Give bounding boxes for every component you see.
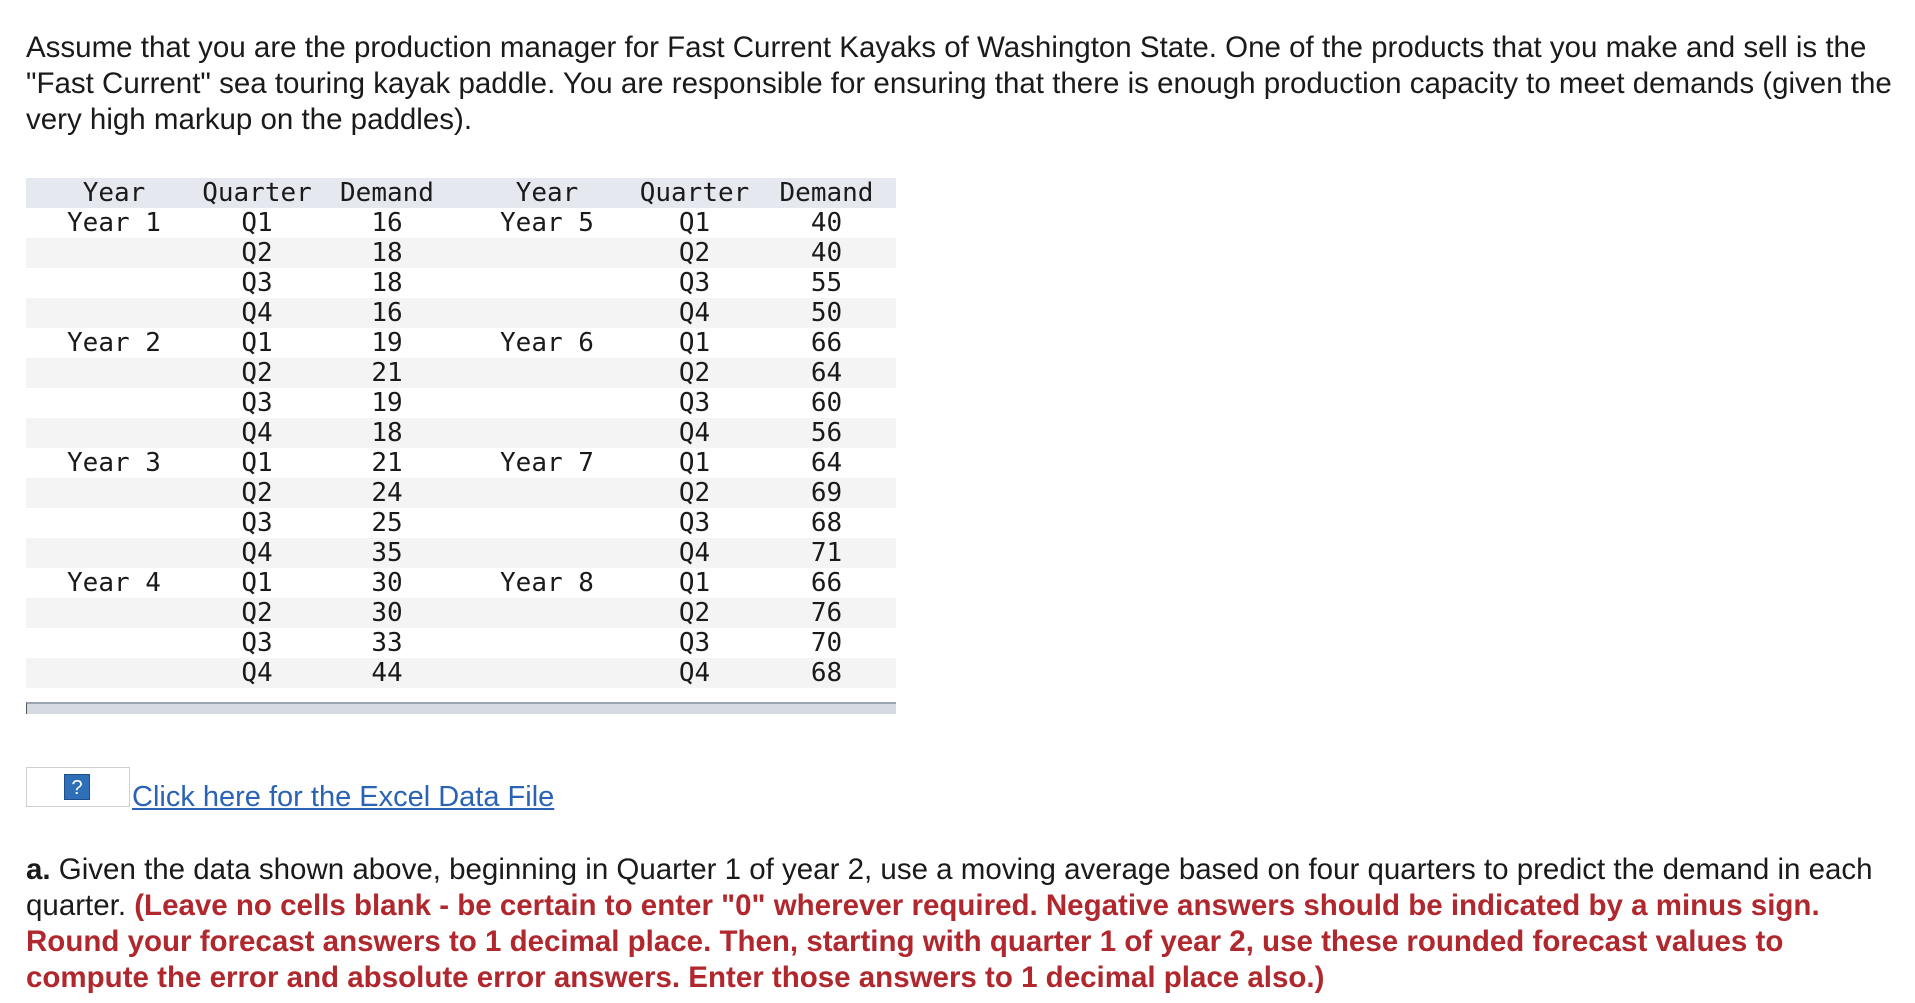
table-row — [26, 448, 896, 478]
cell-year-right — [462, 658, 632, 688]
table-row — [26, 268, 896, 298]
table-row — [26, 358, 896, 388]
cell-quarter-left: Q2 — [241, 478, 273, 508]
cell-year-right — [462, 268, 632, 298]
cell-year-left — [26, 298, 202, 328]
cell-year-right: Year 7 — [500, 448, 594, 478]
question-text: Given the data shown above, beginning in Quarter 1 of year 2, use a moving average based on four quarters to predict the demand in each quarter. — [26, 853, 1873, 922]
table-body — [26, 208, 896, 688]
cell-quarter-left: Q3 — [241, 508, 273, 538]
help-box[interactable] — [26, 767, 130, 807]
cell-year-left — [26, 238, 202, 268]
cell-year-left: Year 4 — [67, 568, 161, 598]
cell-quarter-right: Q4 — [678, 538, 711, 568]
cell-demand-left: 18 — [371, 268, 403, 298]
cell-year-right — [462, 628, 632, 658]
cell-year-left — [26, 358, 202, 388]
cell-demand-right: 66 — [810, 568, 843, 598]
cell-quarter-right: Q1 — [678, 328, 711, 358]
table-header-row — [26, 178, 896, 208]
cell-year-left — [26, 628, 202, 658]
header-quarter-left: Quarter — [202, 178, 312, 208]
cell-quarter-left: Q2 — [241, 598, 273, 628]
cell-quarter-right: Q1 — [678, 568, 711, 598]
cell-quarter-right: Q3 — [678, 268, 711, 298]
cell-quarter-left: Q1 — [241, 208, 273, 238]
cell-demand-right: 69 — [810, 478, 843, 508]
cell-year-right — [462, 388, 632, 418]
cell-year-left — [26, 418, 202, 448]
cell-demand-right: 66 — [810, 328, 843, 358]
table-row — [26, 478, 896, 508]
cell-year-right — [462, 478, 632, 508]
cell-year-left: Year 2 — [67, 328, 161, 358]
cell-year-left — [26, 538, 202, 568]
cell-demand-right: 40 — [810, 238, 843, 268]
table-footer-bar — [26, 702, 896, 714]
table-row — [26, 658, 896, 688]
cell-quarter-left: Q1 — [241, 568, 273, 598]
header-demand-left: Demand — [340, 178, 434, 208]
help-question-icon[interactable]: ? — [64, 774, 90, 800]
table-row — [26, 238, 896, 268]
intro-paragraph: Assume that you are the production manager for Fast Current Kayaks of Washington State. One of the products that you make and sell is the "Fast Current" sea touring kayak paddle. You are responsible for ensuring that there is enough production capacity to meet demands (given the very high markup on the paddles). — [26, 31, 1892, 136]
cell-demand-right: 56 — [810, 418, 843, 448]
cell-quarter-right: Q1 — [678, 208, 711, 238]
cell-quarter-right: Q1 — [678, 448, 711, 478]
cell-quarter-right: Q4 — [678, 658, 711, 688]
cell-demand-right: 64 — [810, 448, 843, 478]
cell-year-left — [26, 478, 202, 508]
table-row — [26, 418, 896, 448]
cell-quarter-right: Q2 — [678, 358, 711, 388]
cell-year-left: Year 3 — [67, 448, 161, 478]
cell-demand-left: 21 — [371, 448, 403, 478]
cell-quarter-right: Q3 — [678, 628, 711, 658]
table-row — [26, 508, 896, 538]
cell-quarter-right: Q4 — [678, 298, 711, 328]
cell-year-right — [462, 538, 632, 568]
header-year-left: Year — [82, 178, 146, 208]
cell-quarter-left: Q3 — [241, 268, 273, 298]
question-instructions: (Leave no cells blank - be certain to enter "0" wherever required. Negative answers should be indicated by a minus sign. Round your forecast answers to 1 decimal place. Then, starting with quarter 1 of year 2, use these rounded forecast values to compute the error and absolute error answers. Enter those answers to 1 decimal place also.) — [26, 889, 1820, 994]
question-a — [26, 852, 1906, 996]
table-row — [26, 598, 896, 628]
table-row — [26, 328, 896, 358]
cell-demand-right: 68 — [810, 508, 843, 538]
cell-year-left — [26, 658, 202, 688]
header-quarter-right: Quarter — [639, 178, 750, 208]
cell-year-left — [26, 598, 202, 628]
table-row — [26, 538, 896, 568]
cell-quarter-right: Q2 — [678, 598, 711, 628]
cell-quarter-left: Q1 — [241, 448, 273, 478]
cell-year-left: Year 1 — [67, 208, 161, 238]
cell-year-right — [462, 358, 632, 388]
cell-quarter-left: Q4 — [241, 538, 273, 568]
table-row — [26, 568, 896, 598]
cell-demand-left: 44 — [371, 658, 403, 688]
cell-demand-left: 16 — [371, 298, 403, 328]
cell-quarter-right: Q2 — [678, 238, 711, 268]
cell-demand-left: 19 — [371, 328, 403, 358]
cell-year-right: Year 8 — [500, 568, 594, 598]
cell-quarter-left: Q4 — [241, 298, 273, 328]
cell-demand-left: 19 — [371, 388, 403, 418]
cell-quarter-right: Q3 — [678, 508, 711, 538]
header-demand-right: Demand — [779, 178, 874, 208]
cell-year-right — [462, 238, 632, 268]
cell-demand-right: 68 — [810, 658, 843, 688]
cell-year-right — [462, 598, 632, 628]
cell-demand-left: 30 — [371, 598, 403, 628]
cell-quarter-left: Q4 — [241, 658, 273, 688]
cell-quarter-right: Q2 — [678, 478, 711, 508]
cell-demand-left: 30 — [371, 568, 403, 598]
demand-table — [26, 178, 896, 688]
cell-demand-left: 35 — [371, 538, 403, 568]
cell-quarter-left: Q3 — [241, 388, 273, 418]
cell-quarter-right: Q3 — [678, 388, 711, 418]
cell-year-left — [26, 508, 202, 538]
cell-year-right — [462, 418, 632, 448]
table-row — [26, 628, 896, 658]
cell-demand-right: 71 — [810, 538, 843, 568]
cell-demand-right: 76 — [810, 598, 843, 628]
cell-demand-left: 25 — [371, 508, 403, 538]
cell-year-left — [26, 268, 202, 298]
cell-demand-right: 40 — [810, 208, 843, 238]
cell-demand-left: 18 — [371, 238, 403, 268]
cell-demand-left: 18 — [371, 418, 403, 448]
cell-year-right — [462, 508, 632, 538]
question-part-label: a. — [26, 853, 51, 886]
cell-quarter-right: Q4 — [678, 418, 711, 448]
cell-quarter-left: Q2 — [241, 358, 273, 388]
cell-demand-right: 60 — [810, 388, 843, 418]
cell-demand-right: 70 — [810, 628, 843, 658]
cell-quarter-left: Q4 — [241, 418, 273, 448]
cell-demand-right: 64 — [810, 358, 843, 388]
cell-demand-left: 21 — [371, 358, 403, 388]
cell-year-right — [462, 298, 632, 328]
cell-demand-right: 50 — [810, 298, 843, 328]
cell-year-right: Year 5 — [500, 208, 594, 238]
cell-quarter-left: Q2 — [241, 238, 273, 268]
cell-quarter-left: Q3 — [241, 628, 273, 658]
cell-quarter-left: Q1 — [241, 328, 273, 358]
cell-demand-left: 16 — [371, 208, 403, 238]
cell-demand-right: 55 — [810, 268, 843, 298]
table-row — [26, 208, 896, 238]
header-year-right: Year — [515, 178, 579, 208]
excel-data-file-link[interactable]: Click here for the Excel Data File — [132, 781, 555, 813]
cell-demand-left: 24 — [371, 478, 403, 508]
cell-year-left — [26, 388, 202, 418]
cell-year-right: Year 6 — [500, 328, 594, 358]
table-row — [26, 298, 896, 328]
cell-demand-left: 33 — [371, 628, 403, 658]
table-row — [26, 388, 896, 418]
